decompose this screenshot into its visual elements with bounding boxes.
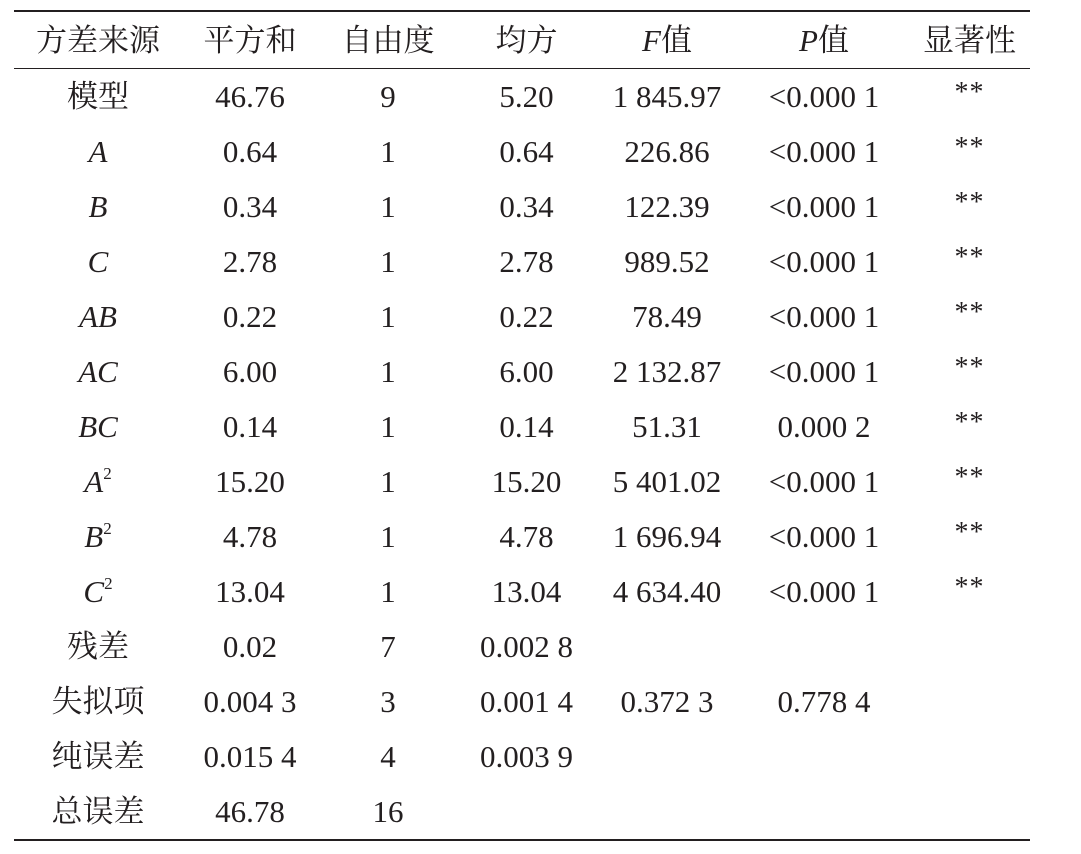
cell-sum-of-squares: 15.20 <box>215 464 285 499</box>
cell-degrees-of-freedom: 1 <box>380 354 396 389</box>
anova-body <box>14 69 1030 839</box>
cell-sum-of-squares: 0.004 3 <box>203 684 297 719</box>
cell-degrees-of-freedom: 1 <box>380 299 396 334</box>
cell-sum-of-squares: 6.00 <box>222 354 278 389</box>
cell-significance <box>909 784 1030 839</box>
cell-sum-of-squares: 0.14 <box>222 409 278 444</box>
cell-mean-square: 5.20 <box>499 79 554 114</box>
significance-stars: ** <box>954 241 985 273</box>
cell-sum-of-squares: 0.02 <box>222 629 278 664</box>
cell-significance <box>909 509 1030 564</box>
cell-p-value: <0.000 1 <box>768 134 880 169</box>
cell-f-value: 122.39 <box>624 189 710 224</box>
cell-mean-square: 6.00 <box>499 354 554 389</box>
cell-p-value: <0.000 1 <box>768 299 880 334</box>
cell-mean-square: 0.001 4 <box>480 684 573 719</box>
table-row <box>14 784 1030 839</box>
table-row <box>14 454 1030 509</box>
cell-f-value: 51.31 <box>632 409 702 444</box>
header-p-letter: P <box>799 22 818 58</box>
cell-source <box>14 289 182 344</box>
header-f-letter: F <box>642 22 661 58</box>
table-row <box>14 124 1030 179</box>
cell-degrees-of-freedom: 1 <box>380 409 396 444</box>
cell-source <box>14 69 182 124</box>
cell-significance <box>909 124 1030 179</box>
source-exponent: 2 <box>103 519 112 538</box>
cell-p-value: 0.000 2 <box>777 409 871 444</box>
header-significance: 显著性 <box>923 22 1016 58</box>
header-f-value <box>595 12 739 68</box>
header-source: 方差来源 <box>36 22 160 58</box>
cell-degrees-of-freedom: 1 <box>380 244 396 279</box>
cell-sum-of-squares: 2.78 <box>222 244 278 279</box>
cell-significance <box>909 344 1030 399</box>
table-row <box>14 564 1030 619</box>
cell-source <box>14 344 182 399</box>
cell-significance <box>909 729 1030 784</box>
source-label: B <box>88 189 108 224</box>
cell-p-value: <0.000 1 <box>768 354 880 389</box>
source-label: AB <box>79 299 117 334</box>
cell-sum-of-squares: 0.015 4 <box>203 739 297 774</box>
significance-stars: ** <box>954 76 985 108</box>
cell-f-value <box>595 784 739 839</box>
source-label: 总误差 <box>51 794 145 829</box>
cell-degrees-of-freedom: 1 <box>380 574 396 609</box>
cell-p-value: <0.000 1 <box>768 189 880 224</box>
cell-f-value: 989.52 <box>624 244 710 279</box>
cell-source <box>14 674 182 729</box>
cell-sum-of-squares: 0.64 <box>222 134 278 169</box>
cell-degrees-of-freedom: 4 <box>380 739 396 774</box>
cell-sum-of-squares: 0.34 <box>222 189 278 224</box>
cell-p-value <box>739 729 909 784</box>
cell-p-value <box>739 619 909 674</box>
table-row <box>14 399 1030 454</box>
source-label: C <box>87 244 109 279</box>
cell-f-value: 226.86 <box>624 134 710 169</box>
header-degrees-of-freedom: 自由度 <box>341 22 435 58</box>
cell-f-value: 0.372 3 <box>620 684 714 719</box>
cell-sum-of-squares: 46.76 <box>215 79 285 114</box>
significance-stars: ** <box>954 351 985 383</box>
cell-mean-square: 0.64 <box>499 134 554 169</box>
source-label: AC <box>78 354 118 389</box>
cell-source <box>14 124 182 179</box>
source-label: B <box>84 519 104 554</box>
cell-significance <box>909 674 1030 729</box>
cell-p-value: <0.000 1 <box>768 519 880 554</box>
anova-grid <box>14 12 1030 68</box>
source-label: 纯误差 <box>51 739 145 774</box>
cell-significance <box>909 289 1030 344</box>
significance-stars: ** <box>954 516 985 548</box>
cell-p-value <box>739 784 909 839</box>
cell-f-value: 2 132.87 <box>612 354 722 389</box>
cell-sum-of-squares: 46.78 <box>215 794 285 829</box>
cell-mean-square: 0.34 <box>499 189 554 224</box>
source-exponent: 2 <box>104 574 113 593</box>
cell-mean-square: 2.78 <box>499 244 554 279</box>
significance-stars: ** <box>954 131 985 163</box>
cell-source <box>14 509 182 564</box>
table-row <box>14 729 1030 784</box>
cell-f-value <box>595 729 739 784</box>
cell-degrees-of-freedom: 7 <box>380 629 396 664</box>
cell-significance <box>909 399 1030 454</box>
cell-mean-square: 0.14 <box>499 409 554 444</box>
cell-f-value: 4 634.40 <box>612 574 722 609</box>
header-mean-square: 均方 <box>495 22 558 58</box>
source-label: A <box>88 134 108 169</box>
cell-f-value <box>595 619 739 674</box>
cell-mean-square: 15.20 <box>491 464 562 499</box>
anova-table <box>14 10 1030 841</box>
cell-source <box>14 784 182 839</box>
source-exponent: 2 <box>103 464 112 483</box>
cell-p-value: <0.000 1 <box>768 464 880 499</box>
cell-f-value: 78.49 <box>632 299 702 334</box>
cell-p-value: <0.000 1 <box>768 79 880 114</box>
cell-source <box>14 179 182 234</box>
cell-source <box>14 729 182 784</box>
cell-mean-square: 13.04 <box>491 574 562 609</box>
header-p-value <box>739 12 909 68</box>
cell-source <box>14 234 182 289</box>
table-row <box>14 234 1030 289</box>
table-row <box>14 69 1030 124</box>
source-label: 残差 <box>67 629 129 664</box>
cell-degrees-of-freedom: 9 <box>380 79 396 114</box>
cell-mean-square: 0.002 8 <box>480 629 573 664</box>
cell-degrees-of-freedom: 1 <box>380 464 396 499</box>
table-row <box>14 509 1030 564</box>
source-label: C <box>83 574 105 609</box>
significance-stars: ** <box>954 461 985 493</box>
header-p-suffix: 值 <box>817 22 849 58</box>
cell-degrees-of-freedom: 3 <box>380 684 396 719</box>
significance-stars: ** <box>954 296 985 328</box>
significance-stars: ** <box>954 571 985 603</box>
cell-source <box>14 399 182 454</box>
table-row <box>14 674 1030 729</box>
source-label: A <box>84 464 104 499</box>
cell-significance <box>909 234 1030 289</box>
cell-mean-square: 0.003 9 <box>480 739 573 774</box>
cell-f-value: 1 696.94 <box>612 519 722 554</box>
source-label: 失拟项 <box>51 684 145 719</box>
cell-p-value: <0.000 1 <box>768 244 880 279</box>
table-row <box>14 179 1030 234</box>
cell-mean-square: 0.22 <box>499 299 554 334</box>
header-row <box>14 12 1030 68</box>
cell-sum-of-squares: 13.04 <box>215 574 285 609</box>
header-sum-of-squares: 平方和 <box>203 22 297 58</box>
cell-source <box>14 454 182 509</box>
cell-degrees-of-freedom: 1 <box>380 519 396 554</box>
source-label: BC <box>78 409 118 444</box>
table-bottom-rule <box>14 839 1030 841</box>
table-row <box>14 344 1030 399</box>
cell-significance <box>909 69 1030 124</box>
cell-significance <box>909 564 1030 619</box>
cell-sum-of-squares: 4.78 <box>222 519 278 554</box>
cell-source <box>14 564 182 619</box>
cell-degrees-of-freedom: 1 <box>380 134 396 169</box>
cell-degrees-of-freedom: 1 <box>380 189 396 224</box>
source-label: 模型 <box>67 79 129 114</box>
table-row <box>14 619 1030 674</box>
significance-stars: ** <box>954 406 985 438</box>
cell-mean-square: 4.78 <box>499 519 554 554</box>
header-f-suffix: 值 <box>660 22 692 58</box>
cell-degrees-of-freedom: 16 <box>372 794 404 829</box>
cell-significance <box>909 179 1030 234</box>
cell-sum-of-squares: 0.22 <box>222 299 278 334</box>
table-row <box>14 289 1030 344</box>
cell-p-value: <0.000 1 <box>768 574 880 609</box>
significance-stars: ** <box>954 186 985 218</box>
cell-p-value: 0.778 4 <box>777 684 871 719</box>
cell-source <box>14 619 182 674</box>
cell-mean-square <box>458 784 595 839</box>
cell-significance <box>909 619 1030 674</box>
cell-f-value: 1 845.97 <box>612 79 722 114</box>
cell-significance <box>909 454 1030 509</box>
cell-f-value: 5 401.02 <box>612 464 722 499</box>
